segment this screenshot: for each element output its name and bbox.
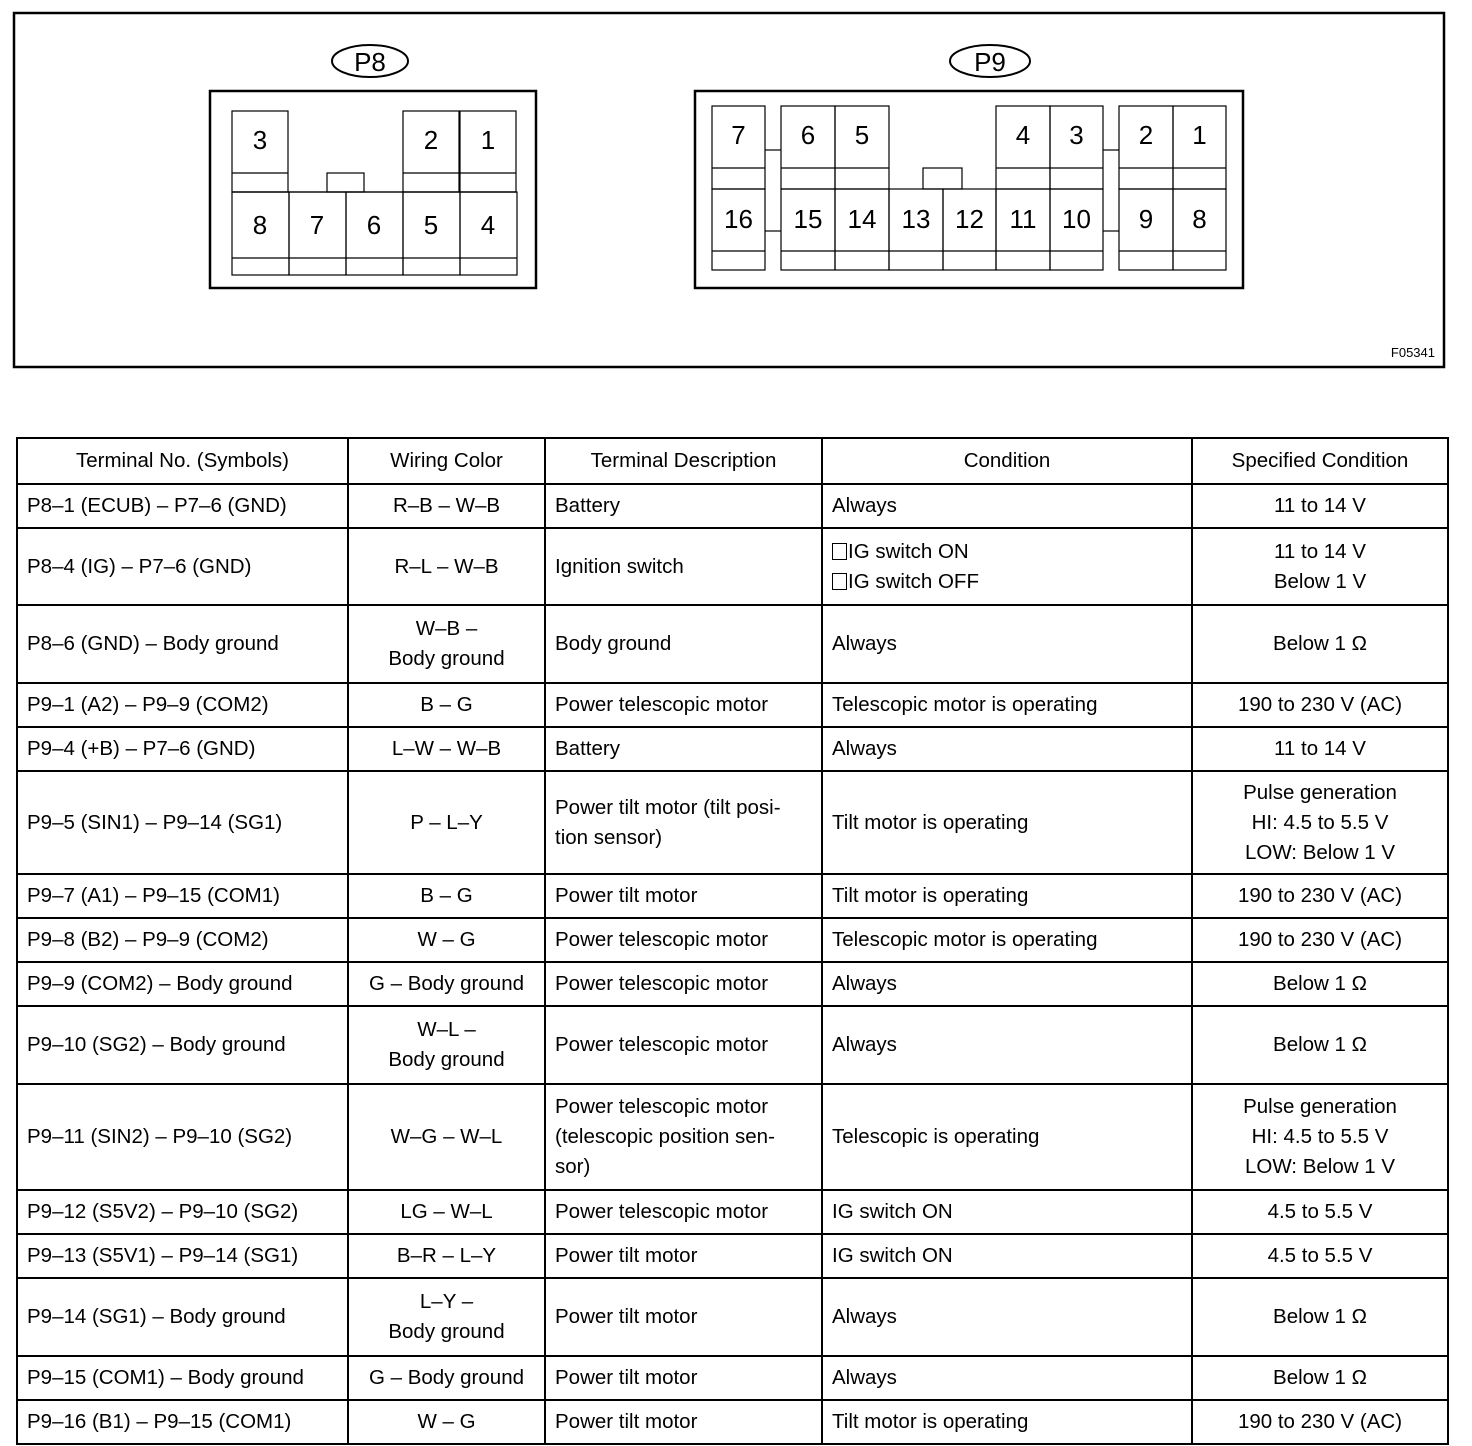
cell-condition	[822, 727, 1192, 771]
cell-wiring-color	[348, 1084, 545, 1190]
cell-line: Power tilt motor	[555, 1410, 698, 1433]
cell-condition	[822, 918, 1192, 962]
cell-condition	[822, 1084, 1192, 1190]
pin-number: 2	[423, 125, 439, 155]
table-header-row	[17, 438, 1448, 484]
pin-number: 5	[423, 210, 439, 240]
cell-terminal: P9–8 (B2) – P9–9 (COM2)	[17, 918, 348, 962]
cell-condition	[822, 1400, 1192, 1444]
cell-wiring-color	[348, 1400, 545, 1444]
cell-line: Below 1 Ω	[1273, 1305, 1367, 1328]
cell-line: P – L–Y	[410, 810, 483, 834]
cell-wiring-color	[348, 1190, 545, 1234]
table-row	[17, 1278, 1448, 1356]
cell-line: Power telescopic motor	[555, 928, 769, 951]
figure-id: F05341	[1390, 345, 1435, 360]
table-row	[17, 683, 1448, 727]
cell-terminal: P8–1 (ECUB) – P7–6 (GND)	[17, 484, 348, 528]
cell-terminal-description	[545, 1278, 822, 1356]
cell-terminal-description	[545, 683, 822, 727]
cell-line: Power telescopic motor	[555, 1095, 769, 1118]
pin-number: 5	[854, 120, 870, 150]
pin-number: 12	[955, 204, 984, 234]
header-specified-condition: Specified Condition	[1192, 438, 1448, 484]
pin-number: 10	[1062, 204, 1091, 234]
cell-line: Always	[832, 1366, 897, 1389]
condition-text: IG switch OFF	[848, 569, 979, 593]
cell-line: Body ground	[388, 1320, 505, 1343]
cell-line: 4.5 to 5.5 V	[1267, 1244, 1373, 1267]
cell-line: sor)	[555, 1155, 591, 1178]
connector-label: P8	[354, 47, 386, 77]
connector-diagram	[0, 0, 1472, 380]
cell-line: W–B –	[415, 617, 478, 640]
cell-terminal-description	[545, 874, 822, 918]
cell-specified-condition	[1192, 1084, 1448, 1190]
pin-number: 1	[1192, 120, 1207, 150]
pin-number: 7	[309, 210, 325, 240]
cell-line: G – Body ground	[369, 1366, 524, 1389]
cell-terminal: P9–13 (S5V1) – P9–14 (SG1)	[17, 1234, 348, 1278]
connector-label: P9	[974, 47, 1006, 77]
cell-line: B – G	[420, 693, 473, 716]
cell-line: Tilt motor is operating	[832, 810, 1029, 834]
cell-terminal: P9–14 (SG1) – Body ground	[17, 1278, 348, 1356]
cell-line: 11 to 14 V	[1274, 737, 1366, 760]
cell-condition	[822, 528, 1192, 605]
cell-line: 4.5 to 5.5 V	[1267, 1200, 1373, 1223]
cell-line: Below 1 Ω	[1273, 632, 1367, 655]
cell-line: LOW: Below 1 V	[1244, 840, 1396, 864]
header-wiring-color: Wiring Color	[348, 438, 545, 484]
cell-line: Always	[832, 1305, 897, 1328]
cell-condition	[822, 1190, 1192, 1234]
cell-wiring-color	[348, 918, 545, 962]
cell-specified-condition	[1192, 1006, 1448, 1084]
cell-terminal: P9–9 (COM2) – Body ground	[17, 962, 348, 1006]
cell-specified-condition	[1192, 874, 1448, 918]
cell-terminal: P9–15 (COM1) – Body ground	[17, 1356, 348, 1400]
pin-number: 6	[366, 210, 382, 240]
cell-line: B – G	[420, 884, 473, 907]
table-row	[17, 1084, 1448, 1190]
cell-line	[832, 537, 1182, 567]
cell-line: G – Body ground	[369, 972, 524, 995]
table-row	[17, 962, 1448, 1006]
cell-wiring-color	[348, 605, 545, 683]
cell-line: Body ground	[555, 632, 672, 655]
cell-line: 190 to 230 V (AC)	[1237, 928, 1403, 951]
diagram-frame	[14, 13, 1444, 367]
cell-terminal-description	[545, 1234, 822, 1278]
cell-specified-condition	[1192, 962, 1448, 1006]
cell-line: Tilt motor is operating	[832, 1410, 1029, 1433]
cell-wiring-color	[348, 484, 545, 528]
cell-line: Power telescopic motor	[555, 693, 769, 716]
cell-condition	[822, 1356, 1192, 1400]
cell-specified-condition	[1192, 605, 1448, 683]
table-row	[17, 727, 1448, 771]
cell-line: R–L – W–B	[394, 554, 499, 578]
cell-line: 190 to 230 V (AC)	[1237, 884, 1403, 907]
cell-line: Pulse generation	[1243, 1095, 1397, 1118]
cell-wiring-color	[348, 1356, 545, 1400]
cell-line: Body ground	[388, 1048, 505, 1071]
locking-tab	[327, 173, 364, 192]
cell-line	[832, 567, 1182, 597]
cell-line: Pulse generation	[1243, 780, 1397, 804]
cell-line: Always	[832, 494, 897, 517]
pin-number: 4	[480, 210, 496, 240]
cell-condition	[822, 605, 1192, 683]
table-row	[17, 918, 1448, 962]
table-row	[17, 1006, 1448, 1084]
checkbox-icon	[832, 543, 847, 560]
cell-terminal: P9–4 (+B) – P7–6 (GND)	[17, 727, 348, 771]
cell-wiring-color	[348, 1006, 545, 1084]
checkbox-icon	[832, 573, 847, 590]
cell-line: Always	[832, 1033, 897, 1056]
terminal-table	[16, 437, 1449, 1445]
cell-line: W – G	[417, 928, 476, 951]
cell-line: Body ground	[388, 647, 505, 670]
cell-terminal-description	[545, 1400, 822, 1444]
cell-line: Power tilt motor	[555, 1305, 698, 1328]
cell-condition	[822, 1006, 1192, 1084]
cell-line: LG – W–L	[400, 1200, 493, 1223]
table-row	[17, 874, 1448, 918]
cell-line: Power tilt motor	[555, 884, 698, 907]
pin-number: 3	[252, 125, 268, 155]
cell-wiring-color	[348, 1278, 545, 1356]
cell-specified-condition	[1192, 918, 1448, 962]
cell-line: IG switch ON	[832, 1200, 953, 1223]
cell-line: Power tilt motor	[555, 1244, 698, 1267]
table-row	[17, 1190, 1448, 1234]
pin-number: 2	[1138, 120, 1154, 150]
cell-wiring-color	[348, 528, 545, 605]
pin-number: 8	[1192, 204, 1207, 234]
cell-terminal-description	[545, 918, 822, 962]
cell-terminal: P8–6 (GND) – Body ground	[17, 605, 348, 683]
cell-line: Below 1 V	[1273, 569, 1367, 593]
cell-line: Below 1 Ω	[1273, 1366, 1367, 1389]
cell-terminal: P9–12 (S5V2) – P9–10 (SG2)	[17, 1190, 348, 1234]
cell-terminal: P8–4 (IG) – P7–6 (GND)	[17, 528, 348, 605]
cell-line: Always	[832, 737, 897, 760]
cell-terminal: P9–10 (SG2) – Body ground	[17, 1006, 348, 1084]
cell-terminal: P9–5 (SIN1) – P9–14 (SG1)	[17, 771, 348, 874]
pin-number: 15	[793, 204, 823, 234]
cell-condition	[822, 484, 1192, 528]
cell-line: L–W – W–B	[391, 737, 502, 760]
cell-terminal-description	[545, 1084, 822, 1190]
cell-line: Power telescopic motor	[555, 972, 769, 995]
condition-text: IG switch ON	[848, 539, 969, 563]
cell-specified-condition	[1192, 484, 1448, 528]
pin-number: 8	[252, 210, 268, 240]
cell-terminal: P9–11 (SIN2) – P9–10 (SG2)	[17, 1084, 348, 1190]
locking-tab	[923, 168, 962, 189]
header-terminal: Terminal No. (Symbols)	[17, 438, 348, 484]
cell-terminal: P9–1 (A2) – P9–9 (COM2)	[17, 683, 348, 727]
cell-line: Battery	[555, 494, 620, 517]
cell-specified-condition	[1192, 1234, 1448, 1278]
cell-line: Ignition switch	[555, 554, 684, 578]
cell-line: 190 to 230 V (AC)	[1237, 693, 1403, 716]
pin-number: 4	[1015, 120, 1031, 150]
cell-wiring-color	[348, 1234, 545, 1278]
cell-line: Telescopic motor is operating	[832, 693, 1098, 716]
cell-line: Power tilt motor	[555, 1366, 698, 1389]
cell-wiring-color	[348, 727, 545, 771]
cell-terminal-description	[545, 727, 822, 771]
cell-line: Power tilt motor (tilt posi-	[555, 795, 781, 819]
cell-line: IG switch ON	[832, 1244, 953, 1267]
pin-number: 7	[731, 120, 746, 150]
table-row	[17, 1234, 1448, 1278]
table-row	[17, 1400, 1448, 1444]
pin-number: 11	[1009, 204, 1037, 234]
cell-line: Below 1 Ω	[1273, 1033, 1367, 1056]
cell-line: Tilt motor is operating	[832, 884, 1029, 907]
cell-specified-condition	[1192, 1190, 1448, 1234]
table-row	[17, 1356, 1448, 1400]
cell-line: Always	[832, 632, 897, 655]
cell-condition	[822, 1278, 1192, 1356]
pin-number: 14	[847, 204, 877, 234]
cell-line: B–R – L–Y	[396, 1244, 497, 1267]
cell-wiring-color	[348, 683, 545, 727]
cell-line: Telescopic is operating	[832, 1125, 1040, 1148]
cell-line: tion sensor)	[555, 825, 663, 849]
cell-line: W–G – W–L	[390, 1125, 503, 1148]
cell-terminal-description	[545, 1356, 822, 1400]
cell-condition	[822, 962, 1192, 1006]
cell-terminal: P9–16 (B1) – P9–15 (COM1)	[17, 1400, 348, 1444]
header-condition: Condition	[822, 438, 1192, 484]
cell-condition	[822, 1234, 1192, 1278]
cell-specified-condition	[1192, 1356, 1448, 1400]
cell-line: Telescopic motor is operating	[832, 928, 1098, 951]
cell-specified-condition	[1192, 1400, 1448, 1444]
table-row	[17, 771, 1448, 874]
cell-line: W–L –	[417, 1018, 476, 1041]
cell-terminal-description	[545, 528, 822, 605]
cell-specified-condition	[1192, 528, 1448, 605]
cell-line: HI: 4.5 to 5.5 V	[1251, 1125, 1389, 1148]
pin-number: 16	[724, 204, 753, 234]
pin-number: 1	[480, 125, 496, 155]
pin-number: 6	[800, 120, 816, 150]
cell-line: Always	[832, 972, 897, 995]
cell-wiring-color	[348, 771, 545, 874]
cell-wiring-color	[348, 962, 545, 1006]
cell-terminal-description	[545, 1006, 822, 1084]
cell-line: 11 to 14 V	[1274, 494, 1366, 517]
cell-terminal-description	[545, 484, 822, 528]
cell-specified-condition	[1192, 727, 1448, 771]
pin-number: 9	[1138, 204, 1154, 234]
cell-line: Below 1 Ω	[1273, 972, 1367, 995]
cell-line: Power telescopic motor	[555, 1033, 769, 1056]
table-row	[17, 528, 1448, 605]
table-row	[17, 605, 1448, 683]
cell-specified-condition	[1192, 1278, 1448, 1356]
cell-wiring-color	[348, 874, 545, 918]
cell-line: 190 to 230 V (AC)	[1237, 1410, 1403, 1433]
cell-specified-condition	[1192, 683, 1448, 727]
cell-line: R–B – W–B	[392, 494, 501, 517]
cell-line: (telescopic position sen-	[555, 1125, 775, 1148]
cell-line: HI: 4.5 to 5.5 V	[1251, 810, 1389, 834]
pin-number: 3	[1069, 120, 1084, 150]
pin-number: 13	[901, 204, 931, 234]
cell-line: L–Y –	[419, 1290, 474, 1313]
cell-specified-condition	[1192, 771, 1448, 874]
cell-condition	[822, 683, 1192, 727]
cell-line: 11 to 14 V	[1274, 539, 1366, 563]
cell-line: LOW: Below 1 V	[1244, 1155, 1396, 1178]
cell-terminal-description	[545, 605, 822, 683]
cell-line: Power telescopic motor	[555, 1200, 769, 1223]
cell-terminal-description	[545, 1190, 822, 1234]
cell-terminal-description	[545, 962, 822, 1006]
header-terminal-description: Terminal Description	[545, 438, 822, 484]
cell-line: Battery	[555, 737, 620, 760]
cell-condition	[822, 874, 1192, 918]
cell-terminal-description	[545, 771, 822, 874]
table-row	[17, 484, 1448, 528]
cell-condition	[822, 771, 1192, 874]
cell-line: W – G	[417, 1410, 476, 1433]
cell-terminal: P9–7 (A1) – P9–15 (COM1)	[17, 874, 348, 918]
